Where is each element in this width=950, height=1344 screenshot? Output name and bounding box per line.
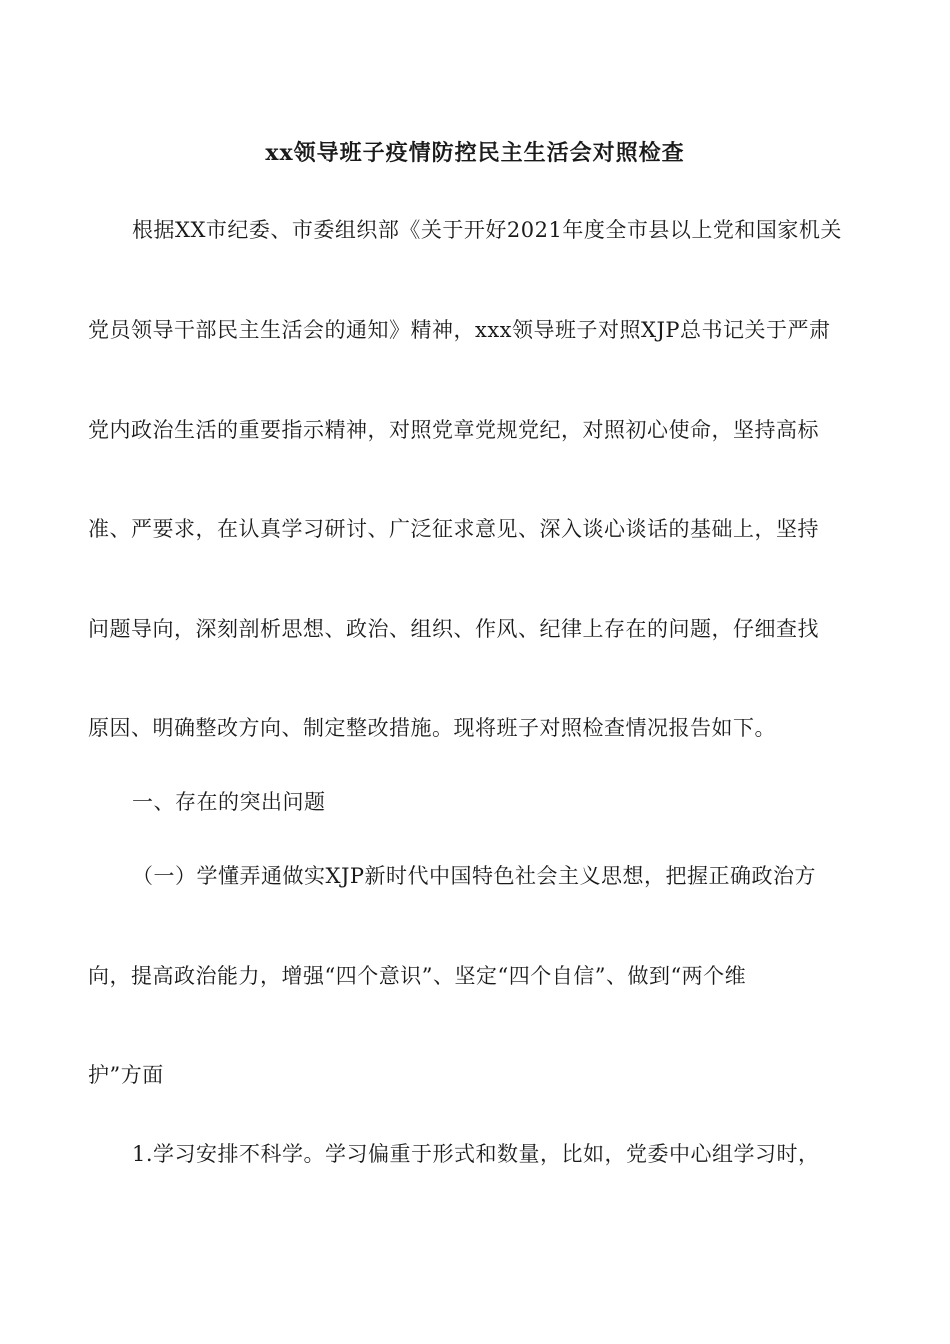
subsection-line-3: 护”方面 [88, 1063, 164, 1087]
paragraph-line-4: 准、严要求，在认真学习研讨、广泛征求意见、深入谈心谈话的基础上，坚持 [88, 517, 819, 541]
section-heading: 一、存在的突出问题 [132, 790, 326, 814]
paragraph-line-6: 原因、明确整改方向、制定整改措施。现将班子对照检查情况报告如下。 [88, 716, 776, 740]
document-title: xx领导班子疫情防控民主生活会对照检查 [265, 140, 685, 166]
paragraph-line-5: 问题导向，深刻剖析思想、政治、组织、作风、纪律上存在的问题，仔细查找 [88, 617, 819, 641]
subsection-line-1: （一）学懂弄通做实XJP新时代中国特色社会主义思想，把握正确政治方 [132, 864, 816, 888]
paragraph-line-2: 党员领导干部民主生活会的通知》精神，xxx领导班子对照XJP总书记关于严肃 [88, 318, 831, 342]
paragraph-line-1: 根据XX市纪委、市委组织部《关于开好2021年度全市县以上党和国家机关 [132, 218, 842, 242]
subsection-line-2: 向，提高政治能力，增强“四个意识”、坚定“四个自信”、做到“两个维 [88, 964, 747, 988]
item-line-1: 1.学习安排不科学。学习偏重于形式和数量，比如，党委中心组学习时， [132, 1142, 820, 1166]
paragraph-line-3: 党内政治生活的重要指示精神，对照党章党规党纪，对照初心使命，坚持高标 [88, 418, 819, 442]
